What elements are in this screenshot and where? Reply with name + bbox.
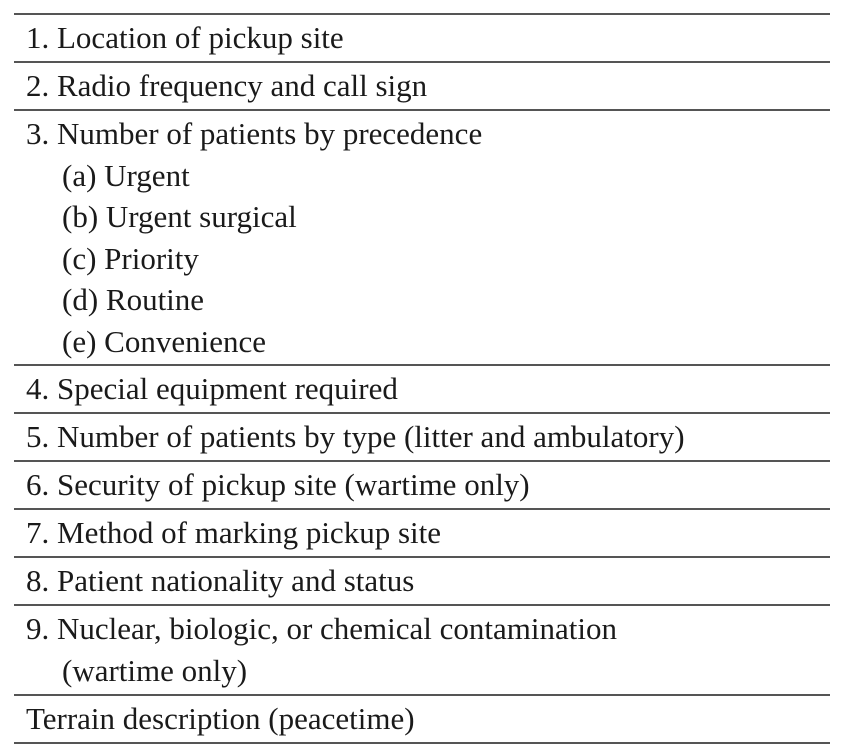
subitem: (c) Priority xyxy=(62,240,199,276)
medevac-request-table xyxy=(14,13,830,744)
row-text: 4. Special equipment required xyxy=(26,371,398,406)
row-text: 3. Number of patients by precedence xyxy=(26,116,483,151)
table-row xyxy=(14,366,830,414)
subitem: (d) Routine xyxy=(62,282,205,317)
table-row xyxy=(14,414,830,462)
table-row xyxy=(14,63,830,111)
row-text: 2. Radio frequency and call sign xyxy=(26,68,428,103)
row-text: 6. Security of pickup site (wartime only) xyxy=(26,467,530,502)
table-row xyxy=(14,510,830,558)
row-text-continuation: (wartime only) xyxy=(62,652,248,688)
row-text: Terrain description (peacetime) xyxy=(26,701,415,736)
row-text: 5. Number of patients by type (litter and ambulatory) xyxy=(26,419,685,454)
subitem: (e) Convenience xyxy=(62,323,266,359)
row-text: 9. Nuclear, biologic, or chemical contamination xyxy=(26,611,617,646)
row-text: 7. Method of marking pickup site xyxy=(26,515,441,550)
table-row xyxy=(14,558,830,606)
table-row xyxy=(14,462,830,510)
table-row xyxy=(14,606,830,696)
row-text: 8. Patient nationality and status xyxy=(26,563,415,598)
subitem: (a) Urgent xyxy=(62,157,190,193)
table-row xyxy=(14,111,830,366)
row-text: 1. Location of pickup site xyxy=(26,20,344,55)
table-row xyxy=(14,15,830,63)
table-row xyxy=(14,696,830,744)
subitem: (b) Urgent surgical xyxy=(62,199,297,234)
